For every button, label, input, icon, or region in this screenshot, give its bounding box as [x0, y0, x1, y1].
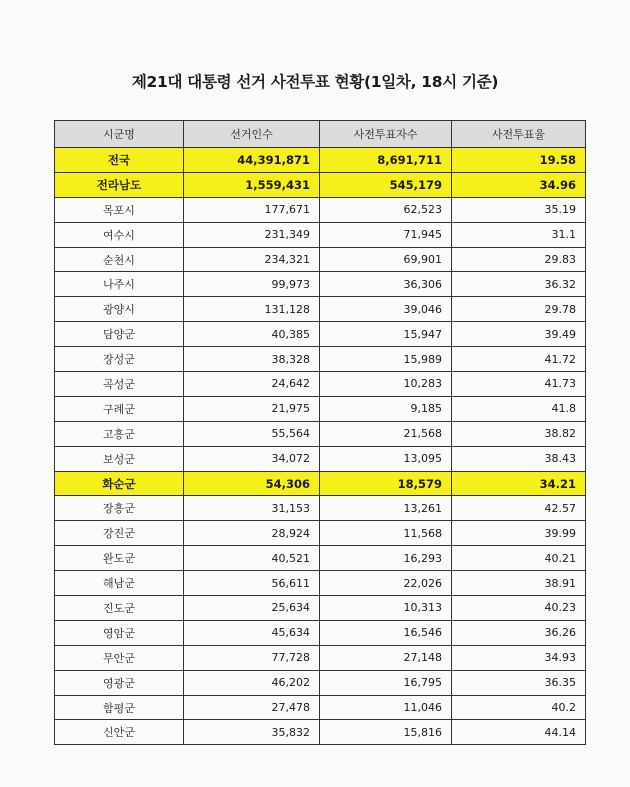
table-row [55, 272, 586, 297]
table-row [55, 496, 586, 521]
table-row [55, 471, 586, 496]
early-voters-cell: 69,901 [320, 247, 452, 272]
early-voters-cell: 62,523 [320, 197, 452, 222]
column-header-early-rate: 사전투표율 [452, 121, 586, 148]
voters-cell: 231,349 [184, 222, 320, 247]
early-rate-cell: 38.43 [452, 446, 586, 471]
early-voters-cell: 16,795 [320, 670, 452, 695]
early-rate-cell: 36.35 [452, 670, 586, 695]
region-cell: 순천시 [55, 247, 184, 272]
voters-cell: 46,202 [184, 670, 320, 695]
early-rate-cell: 34.21 [452, 471, 586, 496]
voters-cell: 38,328 [184, 347, 320, 372]
region-cell: 화순군 [55, 471, 184, 496]
voters-cell: 55,564 [184, 421, 320, 446]
table-body [55, 148, 586, 745]
voters-cell: 24,642 [184, 372, 320, 397]
region-cell: 구례군 [55, 396, 184, 421]
table-row [55, 197, 586, 222]
voters-cell: 45,634 [184, 620, 320, 645]
early-rate-cell: 19.58 [452, 148, 586, 173]
region-cell: 진도군 [55, 596, 184, 621]
early-voters-cell: 16,546 [320, 620, 452, 645]
early-rate-cell: 44.14 [452, 720, 586, 745]
early-voters-cell: 27,148 [320, 645, 452, 670]
early-voters-cell: 11,568 [320, 521, 452, 546]
early-voters-cell: 15,989 [320, 347, 452, 372]
region-cell: 신안군 [55, 720, 184, 745]
early-rate-cell: 41.8 [452, 396, 586, 421]
table-row [55, 645, 586, 670]
table-row [55, 347, 586, 372]
early-rate-cell: 35.19 [452, 197, 586, 222]
table-row [55, 297, 586, 322]
voters-cell: 21,975 [184, 396, 320, 421]
voters-cell: 1,559,431 [184, 172, 320, 197]
early-rate-cell: 40.2 [452, 695, 586, 720]
region-cell: 영광군 [55, 670, 184, 695]
table-row [55, 521, 586, 546]
voters-cell: 34,072 [184, 446, 320, 471]
voters-cell: 77,728 [184, 645, 320, 670]
table-row [55, 620, 586, 645]
table-row [55, 222, 586, 247]
table-row [55, 172, 586, 197]
region-cell: 함평군 [55, 695, 184, 720]
early-voters-cell: 39,046 [320, 297, 452, 322]
early-voters-cell: 8,691,711 [320, 148, 452, 173]
region-cell: 목포시 [55, 197, 184, 222]
page-title: 제21대 대통령 선거 사전투표 현황(1일차, 18시 기준) [131, 73, 499, 91]
table-row [55, 421, 586, 446]
table-row [55, 372, 586, 397]
early-rate-cell: 42.57 [452, 496, 586, 521]
early-voters-cell: 545,179 [320, 172, 452, 197]
region-cell: 영암군 [55, 620, 184, 645]
table-row [55, 695, 586, 720]
voters-cell: 40,385 [184, 322, 320, 347]
region-cell: 고흥군 [55, 421, 184, 446]
early-rate-cell: 39.99 [452, 521, 586, 546]
voters-cell: 44,391,871 [184, 148, 320, 173]
early-rate-cell: 29.78 [452, 297, 586, 322]
table-row [55, 247, 586, 272]
early-rate-cell: 41.72 [452, 347, 586, 372]
early-rate-cell: 38.91 [452, 571, 586, 596]
table-row [55, 720, 586, 745]
table-row [55, 546, 586, 571]
region-cell: 해남군 [55, 571, 184, 596]
early-voters-cell: 13,095 [320, 446, 452, 471]
voters-cell: 31,153 [184, 496, 320, 521]
column-header-early-voters: 사전투표자수 [320, 121, 452, 148]
voters-cell: 177,671 [184, 197, 320, 222]
column-header-voters: 선거인수 [184, 121, 320, 148]
voters-cell: 28,924 [184, 521, 320, 546]
early-voters-cell: 15,947 [320, 322, 452, 347]
early-rate-cell: 29.83 [452, 247, 586, 272]
region-cell: 장성군 [55, 347, 184, 372]
early-rate-cell: 36.26 [452, 620, 586, 645]
region-cell: 강진군 [55, 521, 184, 546]
early-voters-cell: 11,046 [320, 695, 452, 720]
table-header-row [55, 121, 586, 148]
early-voting-table [54, 120, 586, 745]
region-cell: 광양시 [55, 297, 184, 322]
table-row [55, 596, 586, 621]
table-row [55, 148, 586, 173]
voters-cell: 99,973 [184, 272, 320, 297]
early-voters-cell: 71,945 [320, 222, 452, 247]
column-header-region: 시군명 [55, 121, 184, 148]
early-rate-cell: 40.23 [452, 596, 586, 621]
region-cell: 담양군 [55, 322, 184, 347]
early-voters-cell: 22,026 [320, 571, 452, 596]
voters-cell: 35,832 [184, 720, 320, 745]
voters-cell: 54,306 [184, 471, 320, 496]
region-cell: 장흥군 [55, 496, 184, 521]
region-cell: 완도군 [55, 546, 184, 571]
voters-cell: 234,321 [184, 247, 320, 272]
early-rate-cell: 41.73 [452, 372, 586, 397]
early-rate-cell: 39.49 [452, 322, 586, 347]
table-row [55, 322, 586, 347]
early-rate-cell: 38.82 [452, 421, 586, 446]
region-cell: 전라남도 [55, 172, 184, 197]
voters-cell: 27,478 [184, 695, 320, 720]
voters-cell: 25,634 [184, 596, 320, 621]
early-voters-cell: 18,579 [320, 471, 452, 496]
table-row [55, 670, 586, 695]
table-row [55, 446, 586, 471]
early-rate-cell: 40.21 [452, 546, 586, 571]
early-voters-cell: 16,293 [320, 546, 452, 571]
early-voters-cell: 36,306 [320, 272, 452, 297]
region-cell: 보성군 [55, 446, 184, 471]
early-voters-cell: 21,568 [320, 421, 452, 446]
voters-cell: 131,128 [184, 297, 320, 322]
early-rate-cell: 31.1 [452, 222, 586, 247]
voters-cell: 56,611 [184, 571, 320, 596]
table-row [55, 571, 586, 596]
voters-cell: 40,521 [184, 546, 320, 571]
region-cell: 여수시 [55, 222, 184, 247]
early-voters-cell: 10,283 [320, 372, 452, 397]
early-voters-cell: 13,261 [320, 496, 452, 521]
early-voters-cell: 15,816 [320, 720, 452, 745]
early-rate-cell: 34.93 [452, 645, 586, 670]
early-voters-cell: 10,313 [320, 596, 452, 621]
region-cell: 무안군 [55, 645, 184, 670]
region-cell: 전국 [55, 148, 184, 173]
early-voters-cell: 9,185 [320, 396, 452, 421]
region-cell: 나주시 [55, 272, 184, 297]
table-row [55, 396, 586, 421]
early-rate-cell: 34.96 [452, 172, 586, 197]
early-rate-cell: 36.32 [452, 272, 586, 297]
region-cell: 곡성군 [55, 372, 184, 397]
